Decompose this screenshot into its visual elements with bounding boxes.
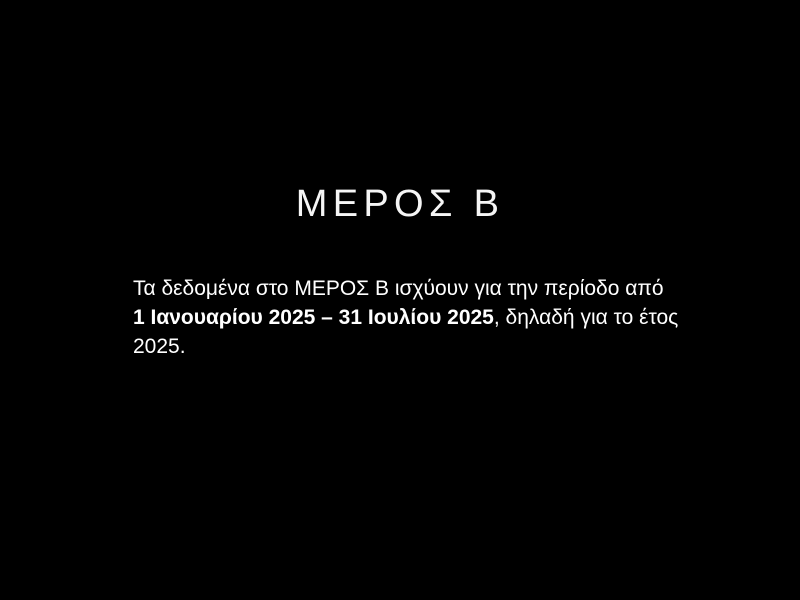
body-date-range: 1 Ιανουαρίου 2025 – 31 Ιουλίου 2025 bbox=[133, 306, 494, 329]
slide-body-paragraph bbox=[133, 274, 678, 361]
body-line-1 bbox=[133, 274, 678, 303]
slide-title: ΜΕΡΟΣ Β bbox=[295, 183, 505, 225]
body-line-3 bbox=[133, 332, 678, 361]
body-line-2 bbox=[133, 303, 678, 332]
body-text-continuation: , δηλαδή για το έτος bbox=[493, 306, 679, 329]
body-text-year: 2025. bbox=[133, 335, 186, 358]
body-text-intro: Τα δεδομένα στο ΜΕΡΟΣ Β ισχύουν για την περίοδο από bbox=[133, 277, 664, 300]
